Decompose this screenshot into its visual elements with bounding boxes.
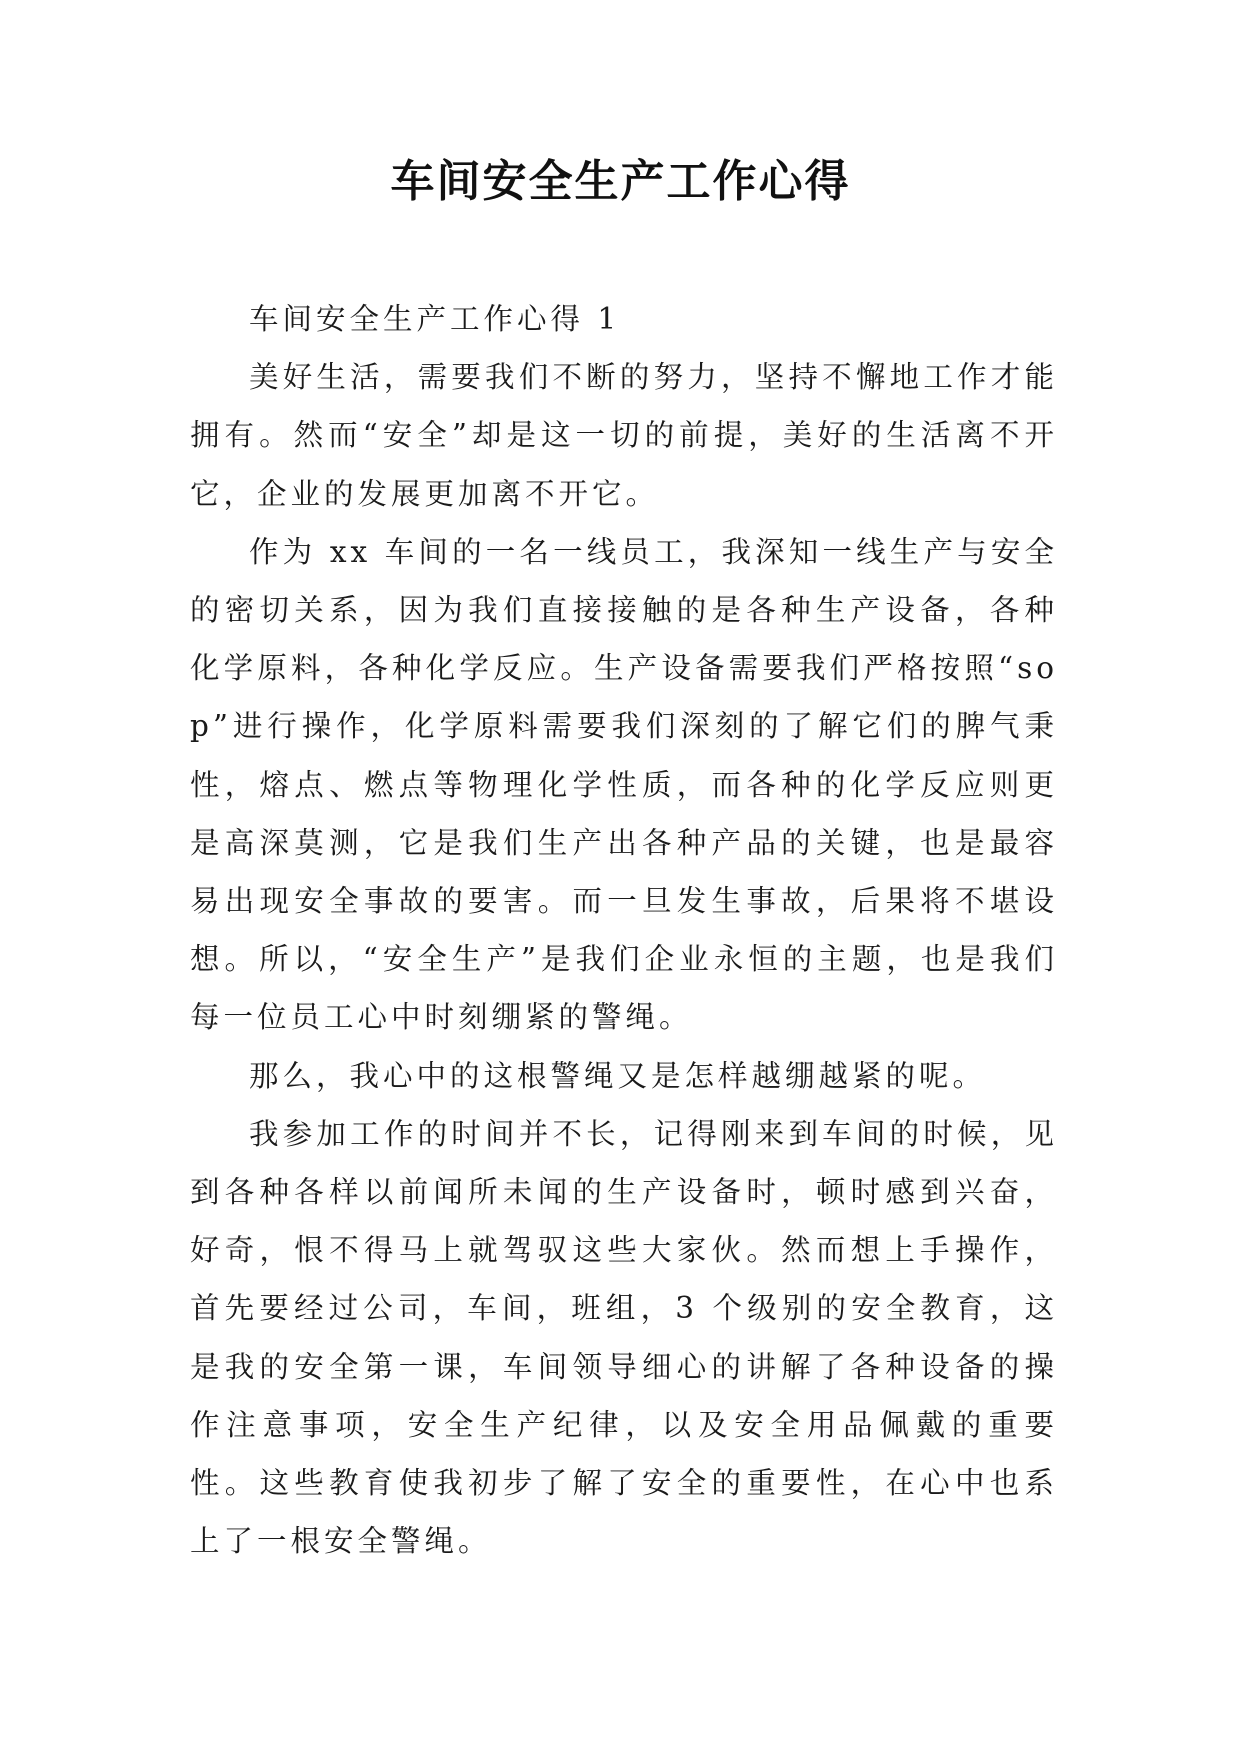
paragraph: 美好生活，需要我们不断的努力，坚持不懈地工作才能拥有。然而“安全”却是这一切的前提，美好的生活离不开它，企业的发展更加离不开它。 bbox=[190, 360, 1058, 511]
paragraph: 那么，我心中的这根警绳又是怎样越绷越紧的呢。 bbox=[249, 1058, 987, 1093]
section-heading: 车间安全生产工作心得 1 bbox=[249, 302, 621, 336]
document-title: 车间安全生产工作心得 bbox=[390, 156, 851, 207]
document-body bbox=[190, 290, 1058, 1570]
paragraph: 作为 xx 车间的一名一线员工，我深知一线生产与安全的密切关系，因为我们直接接触的是各种生产设备，各种化学原料，各种化学反应。生产设备需要我们严格按照“sop”进行操作，化学原料需要我们深刻的了解它们的脾气秉性，熔点、燃点等物理化学性质，而各种的化学反应则更是高深莫测，它是我们生产出各种产品的关键，也是最容易出现安全事故的要害。而一旦发生事故，后果将不堪设想。所以，“安全生产”是我们企业永恒的主题，也是我们每一位员工心中时刻绷紧的警绳。 bbox=[190, 534, 1058, 1035]
paragraph: 我参加工作的时间并不长，记得刚来到车间的时候，见到各种各样以前闻所未闻的生产设备时，顿时感到兴奋，好奇，恨不得马上就驾驭这些大家伙。然而想上手操作，首先要经过公司，车间，班组，3 个级别的安全教育，这是我的安全第一课，车间领导细心的讲解了各种设备的操作注意事项，安全生产纪律，以及安全用品佩戴的重要性。这些教育使我初步了解了安全的重要性，在心中也系上了一根安全警绳。 bbox=[190, 1116, 1058, 1559]
